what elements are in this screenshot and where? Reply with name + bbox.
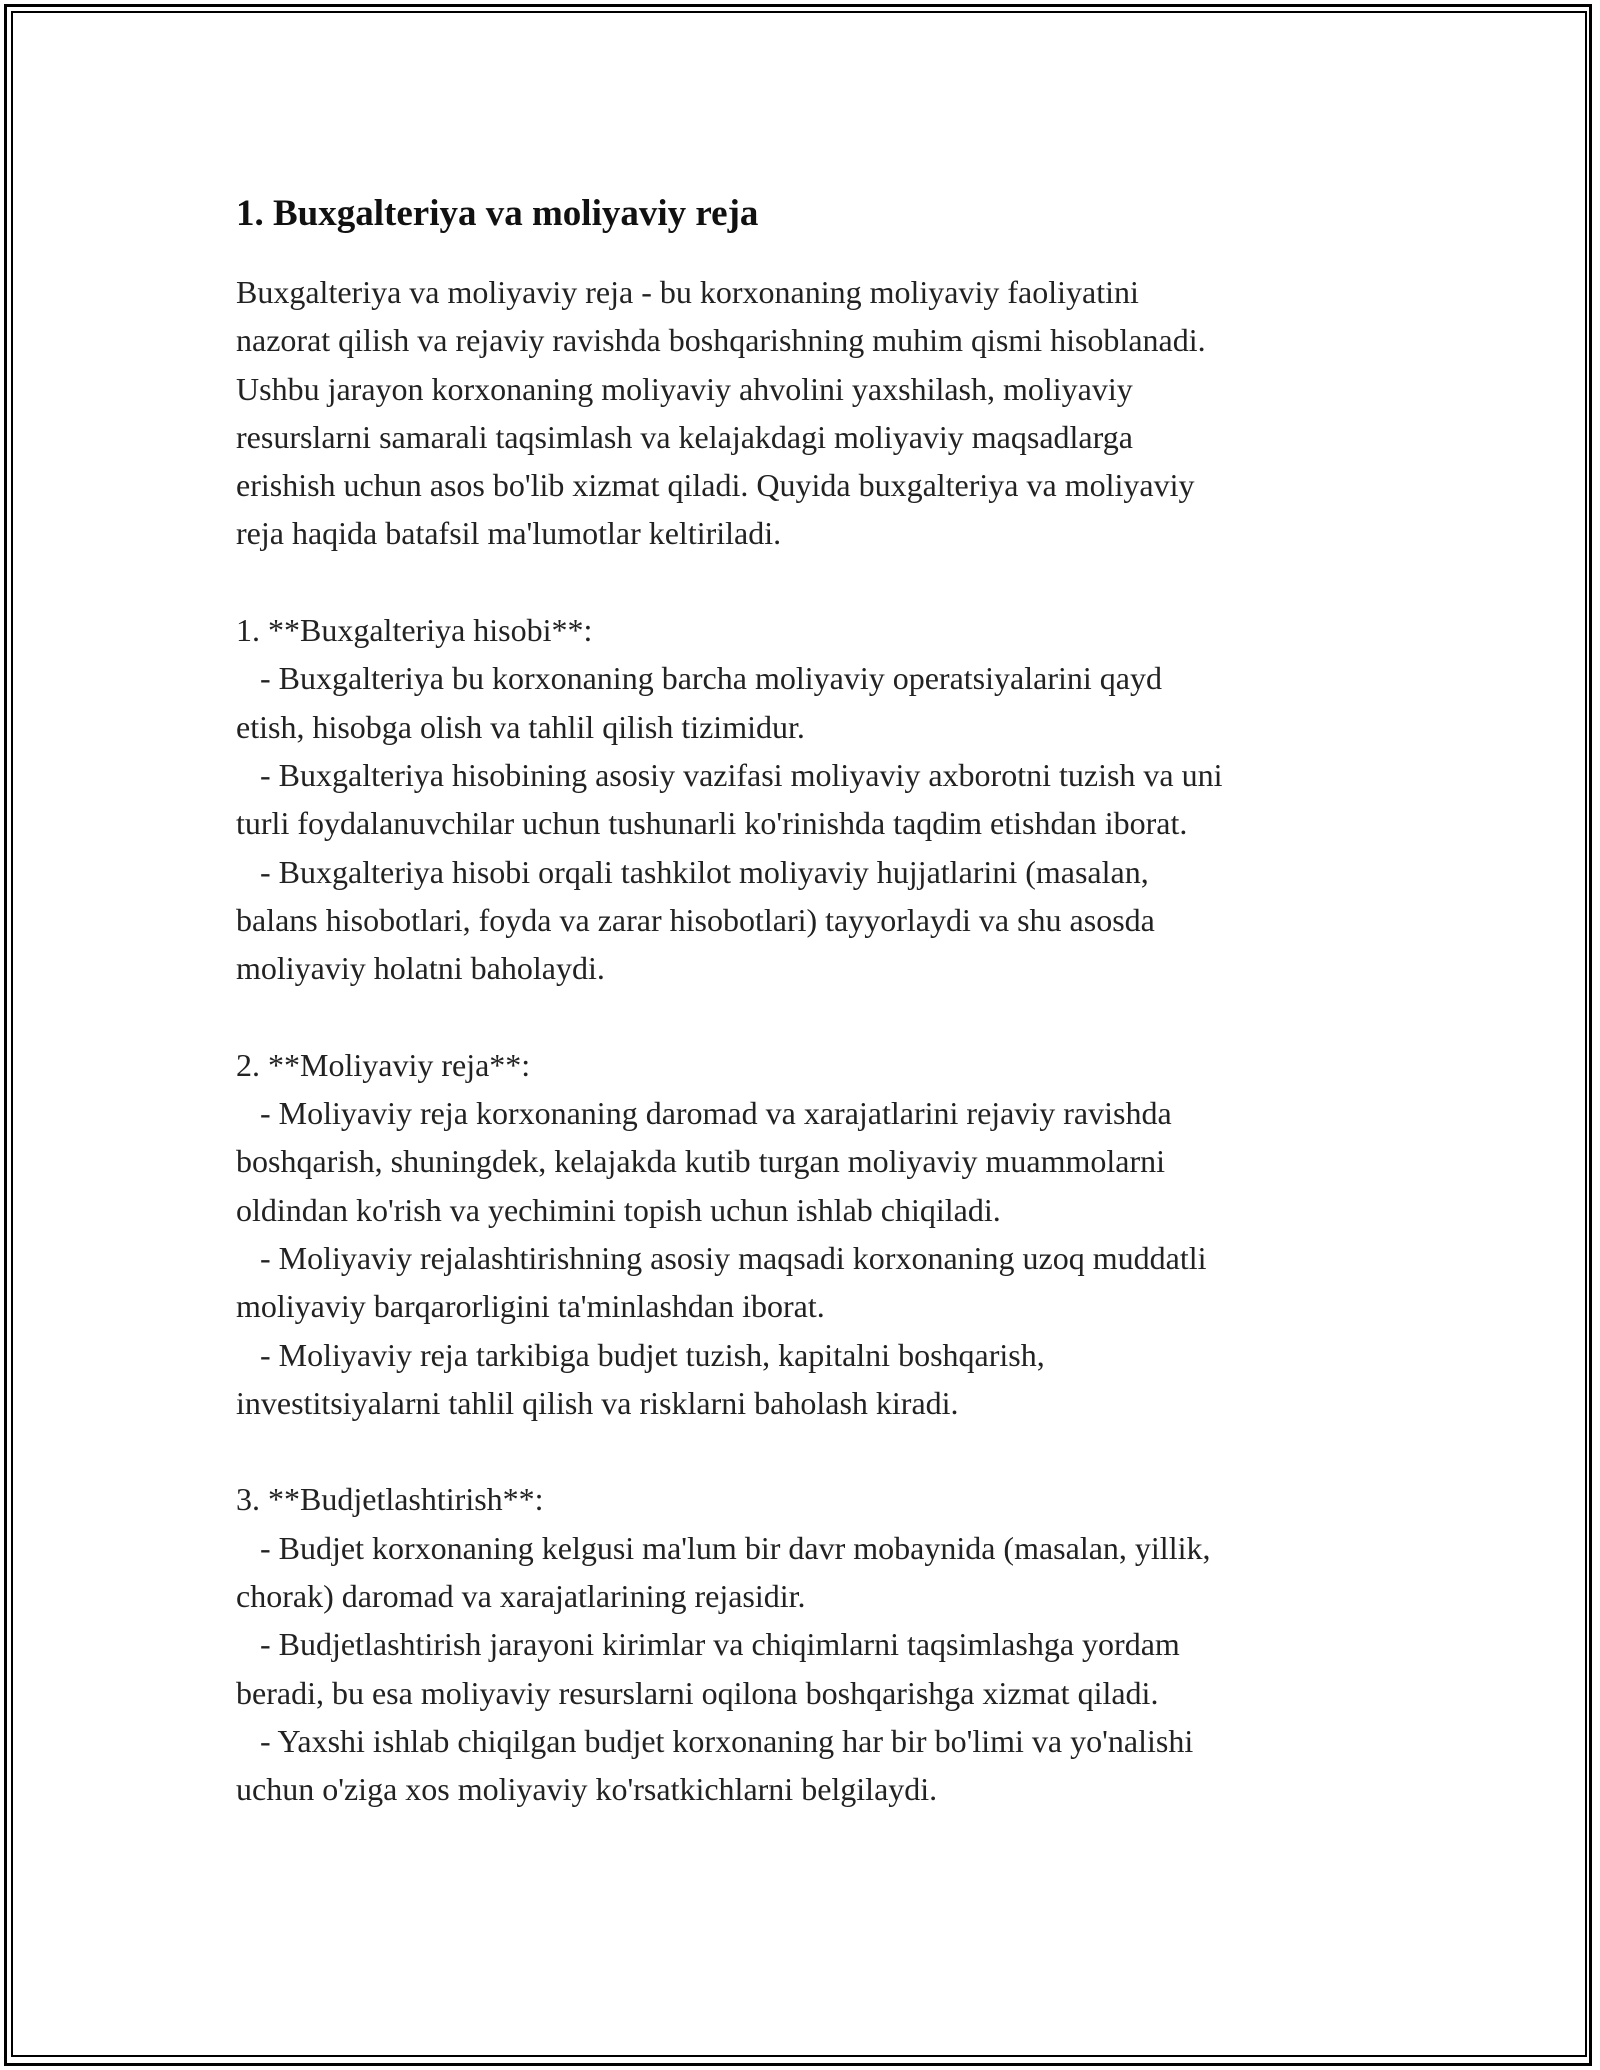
section-heading-budjetlashtirish: 3. **Budjetlashtirish**: — [236, 1481, 544, 1518]
list-item: - Budjetlashtirish jarayoni kirimlar va chiqimlarni taqsimlashga yordam beradi, bu esa moliyaviy resurslarni oqilona boshqarishga xizmat qiladi. — [236, 1626, 1180, 1711]
document-page — [236, 186, 1386, 1814]
intro-paragraph: Buxgalteriya va moliyaviy reja - bu korxonaning moliyaviy faoliyatini nazorat qilish va rejaviy ravishda boshqarishning muhim qismi hisoblanadi. Ushbu jarayon korxonaning moliyaviy ahvolini yaxshilash, moliyaviy resurslarni samarali taqsimlash va kelajakdagi moliyaviy maqsadlarga erishish uchun asos bo'lib xizmat qiladi. Quyida buxgalteriya va moliyaviy reja haqida batafsil ma'lumotlar keltiriladi. — [236, 274, 1206, 552]
list-item: - Yaxshi ishlab chiqilgan budjet korxonaning har bir bo'limi va yo'nalishi uchun o'ziga xos moliyaviy ko'rsatkichlarni belgilaydi. — [236, 1722, 1194, 1808]
list-item: - Moliyaviy rejalashtirishning asosiy maqsadi korxonaning uzoq muddatli moliyaviy barqarorligini ta'minlashdan iborat. — [236, 1239, 1207, 1325]
blank-line — [236, 558, 1386, 606]
document-title: 1. Buxgalteriya va moliyaviy reja — [236, 193, 759, 234]
list-item: - Buxgalteriya bu korxonaning barcha moliyaviy operatsiyalarini qayd etish, hisobga olish va tahlil qilish tizimidur. — [236, 660, 1162, 745]
blank-line — [236, 1427, 1386, 1475]
list-item: - Moliyaviy reja korxonaning daromad va xarajatlarini rejaviy ravishda boshqarish, shuningdek, kelajakda kutib turgan moliyaviy muammolarni oldindan ko'rish va yechimini topish uchun ishlab chiqiladi. — [236, 1095, 1172, 1228]
list-item: - Moliyaviy reja tarkibiga budjet tuzish, kapitalni boshqarish, investitsiyalarni tahlil qilish va risklarni baholash kiradi. — [236, 1336, 1045, 1421]
list-item: - Budjet korxonaning kelgusi ma'lum bir davr mobaynida (masalan, yillik, chorak) daromad va xarajatlarining rejasidir. — [236, 1529, 1211, 1615]
blank-line — [236, 992, 1386, 1040]
section-heading-buxgalteriya-hisobi: 1. **Buxgalteriya hisobi**: — [236, 612, 593, 649]
list-item: - Buxgalteriya hisobining asosiy vazifasi moliyaviy axborotni tuzish va uni turli foydalanuvchilar uchun tushunarli ko'rinishda taqdim etishdan iborat. — [236, 756, 1223, 842]
section-heading-moliyaviy-reja: 2. **Moliyaviy reja**: — [236, 1046, 531, 1083]
list-item: - Buxgalteriya hisobi orqali tashkilot moliyaviy hujjatlarini (masalan, balans hisobotlari, foyda va zarar hisobotlari) tayyorlaydi va shu asosda moliyaviy holatni baholaydi. — [236, 853, 1155, 987]
